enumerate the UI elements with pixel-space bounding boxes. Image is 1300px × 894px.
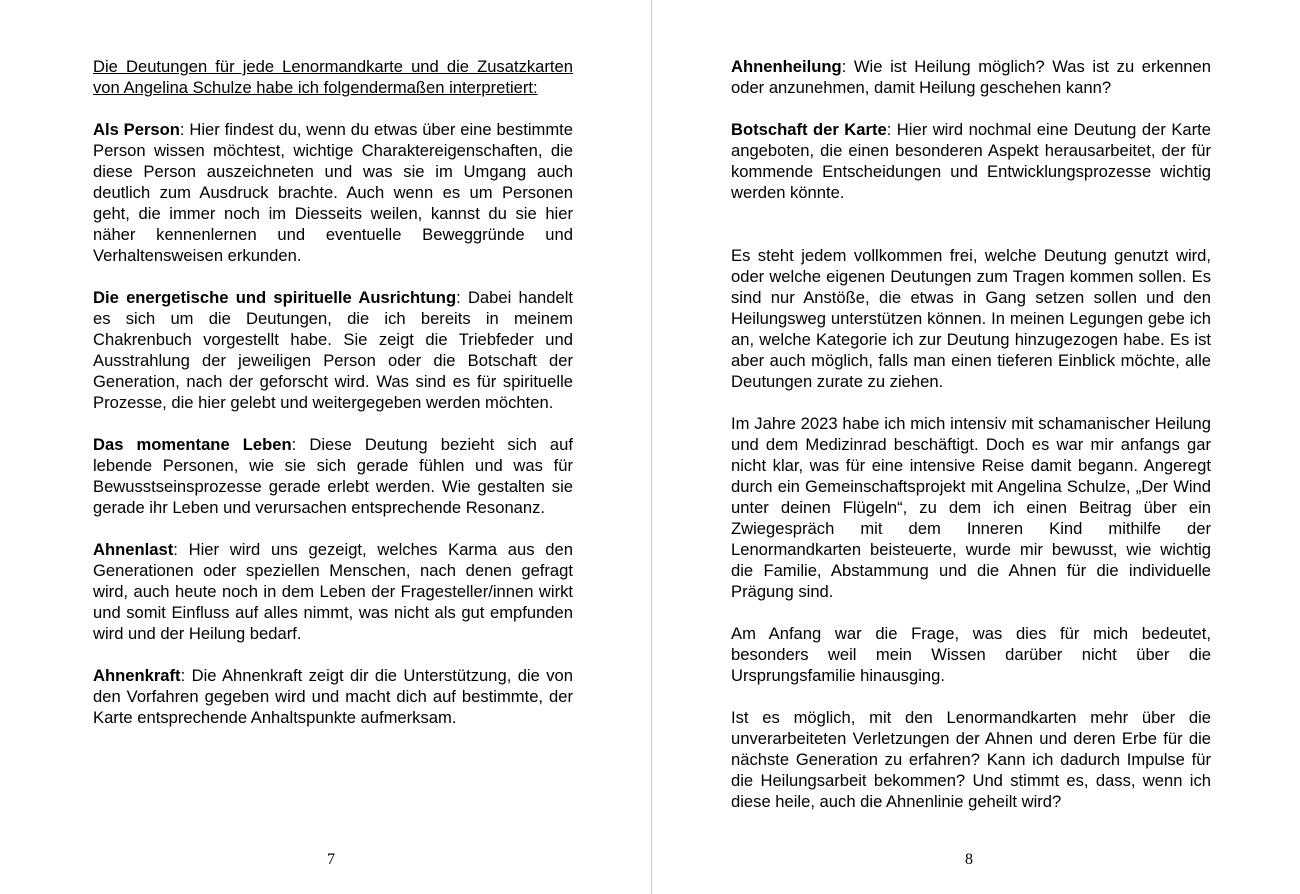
body-paragraph: Es steht jedem vollkommen frei, welche Deutung genutzt wird, oder welche eigenen Deutungen zum Tragen kommen sollen. Es sind nur Anstöße, die etwas in Gang setzen sollen und den Heilungsweg unterstützen können. In meinen Legungen gebe ich an, welche Kategorie ich zur Deutung hinzugezogen habe. Es ist aber auch möglich, falls man einen tieferen Einblick möchte, alle Deutungen zurate zu ziehen. — [731, 246, 1211, 391]
definition-text: : Diese Deutung bezieht sich auf lebende Personen, wie sie sich gerade fühlen und was für Bewusstseinsprozesse gerade erlebt werden. Wie gestalten sie gerade ihr Leben und verursachen entsprechende Resonanz. — [93, 435, 573, 517]
page-number-right: 8 — [965, 851, 973, 868]
left-page — [93, 56, 573, 749]
definition-term: Ahnenkraft — [93, 666, 181, 685]
definition-text: : Hier findest du, wenn du etwas über eine bestimmte Person wissen möchtest, wichtige Charaktereigenschaften, die diese Person auszeichneten und was sie im Umgang auch deutlich zum Ausdruck brachte. Auch wenn es um Personen geht, die immer noch im Diesseits weilen, kannst du sie hier näher kennenlernen und eventuelle Beweggründe und Verhaltensweisen erkunden. — [93, 120, 573, 265]
definition-paragraph — [93, 434, 573, 518]
definition-term: Ahnenlast — [93, 540, 174, 559]
body-paragraph: Am Anfang war die Frage, was dies für mich bedeutet, besonders weil mein Wissen darüber nicht über die Ursprungsfamilie hinausging. — [731, 624, 1211, 685]
page-gutter-divider — [651, 0, 652, 894]
definition-term: Die energetische und spirituelle Ausrichtung — [93, 288, 457, 307]
definition-paragraph — [731, 119, 1211, 203]
blank-line — [731, 224, 1211, 245]
body-paragraph: Ist es möglich, mit den Lenormandkarten mehr über die unverarbeiteten Verletzungen der Ahnen und deren Erbe für die nächste Generation zu erfahren? Kann ich dadurch Impulse für die Heilungsarbeit bekommen? Und stimmt es, dass, wenn ich diese heile, auch die Ahnenlinie geheilt wird? — [731, 708, 1211, 811]
right-page — [731, 56, 1211, 833]
definition-term: Als Person — [93, 120, 180, 139]
body-paragraph: Im Jahre 2023 habe ich mich intensiv mit schamanischer Heilung und dem Medizinrad beschäftigt. Doch es war mir anfangs gar nicht klar, was für eine intensive Reise damit begann. Angeregt durch ein Gemeinschaftsprojekt mit Angelina Schulze, „Der Wind unter deinen Flügeln“, zu dem ich einen Beitrag über ein Zwiegespräch mit dem Inneren Kind mithilfe der Lenormandkarten beisteuerte, wurde mir bewusst, wie wichtig die Familie, Abstammung und die Ahnen für die individuelle Prägung sind. — [731, 414, 1211, 601]
page-number-left: 7 — [327, 851, 335, 868]
definition-term: Das momentane Leben — [93, 435, 292, 454]
definition-term: Ahnenheilung — [731, 57, 842, 76]
definition-text: : Dabei handelt es sich um die Deutungen, die ich bereits in meinem Chakrenbuch vorgestellt habe. Sie zeigt die Triebfeder und Ausstrahlung der jeweiligen Person oder die Botschaft der Generation, nach der geforscht wird. Was sind es für spirituelle Prozesse, die hier gelebt und weitergegeben werden möchten. — [93, 288, 573, 412]
definition-text: : Die Ahnenkraft zeigt dir die Unterstützung, die von den Vorfahren gegeben wird und macht dich auf bestimmte, der Karte entsprechende Anhaltspunkte aufmerksam. — [93, 666, 573, 727]
definition-paragraph — [93, 287, 573, 413]
definition-term: Botschaft der Karte — [731, 120, 887, 139]
definition-paragraph — [731, 56, 1211, 98]
definition-text: : Wie ist Heilung möglich? Was ist zu erkennen oder anzunehmen, damit Heilung geschehen kann? — [731, 57, 1211, 97]
definition-paragraph — [93, 119, 573, 266]
definition-text: : Hier wird uns gezeigt, welches Karma aus den Generationen oder speziellen Menschen, nach denen gefragt wird, auch heute noch in dem Leben der Fragesteller/innen wirkt und somit Einfluss auf alles nimmt, was nicht als gut empfunden wird und der Heilung bedarf. — [93, 540, 573, 643]
definition-paragraph — [93, 665, 573, 728]
definition-paragraph — [93, 539, 573, 644]
intro-paragraph: Die Deutungen für jede Lenormandkarte und die Zusatzkarten von Angelina Schulze habe ich folgendermaßen interpretiert: — [93, 57, 573, 97]
definition-text: : Hier wird nochmal eine Deutung der Karte angeboten, die einen besonderen Aspekt herausarbeitet, der für kommende Entscheidungen und Entwicklungsprozesse wichtig werden könnte. — [731, 120, 1211, 202]
